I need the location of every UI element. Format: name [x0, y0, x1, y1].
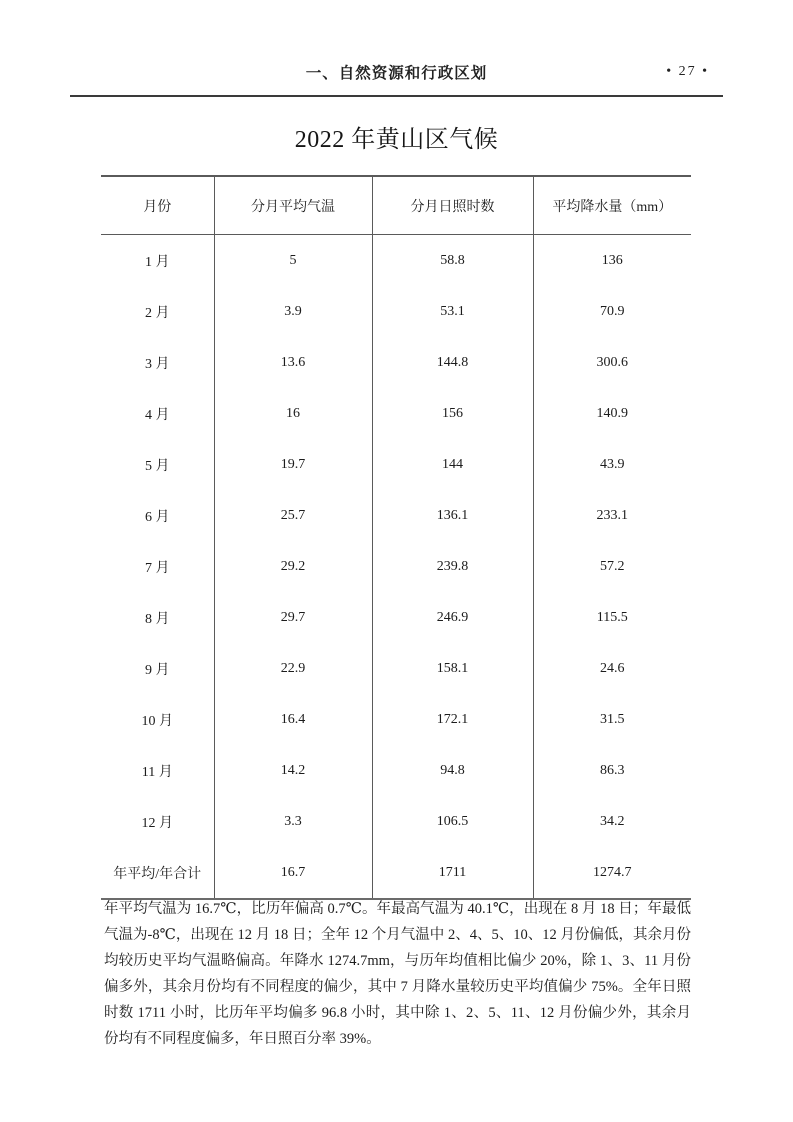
value-cell: 16 [214, 388, 372, 439]
value-cell: 58.8 [372, 235, 533, 287]
table-row [101, 388, 691, 439]
value-cell: 19.7 [214, 439, 372, 490]
month-cell: 8 月 [145, 611, 170, 627]
column-header-month: 月份 [101, 176, 214, 235]
value-cell: 16.4 [214, 694, 372, 745]
value-cell: 1711 [372, 847, 533, 899]
value-cell: 25.7 [214, 490, 372, 541]
value-cell: 239.8 [372, 541, 533, 592]
column-header-sunshine-hours: 分月日照时数 [372, 176, 533, 235]
value-cell: 158.1 [372, 643, 533, 694]
value-cell: 24.6 [533, 643, 691, 694]
section-title: 一、自然资源和行政区划 [305, 65, 488, 82]
value-cell: 13.6 [214, 337, 372, 388]
column-header-avg-temp: 分月平均气温 [214, 176, 372, 235]
value-cell: 1274.7 [533, 847, 691, 899]
value-cell: 86.3 [533, 745, 691, 796]
value-cell: 5 [214, 235, 372, 287]
value-cell: 246.9 [372, 592, 533, 643]
value-cell: 136.1 [372, 490, 533, 541]
value-cell: 34.2 [533, 796, 691, 847]
climate-table [101, 175, 691, 900]
month-cell: 5 月 [145, 458, 170, 474]
value-cell: 106.5 [372, 796, 533, 847]
value-cell: 94.8 [372, 745, 533, 796]
value-cell: 57.2 [533, 541, 691, 592]
value-cell: 22.9 [214, 643, 372, 694]
page-title: 2022 年黄山区气候 [294, 127, 499, 153]
table-header-row [101, 176, 691, 235]
month-cell: 4 月 [145, 407, 170, 423]
table-row [101, 439, 691, 490]
table-row [101, 694, 691, 745]
table-row [101, 745, 691, 796]
table-row [101, 643, 691, 694]
table-row [101, 541, 691, 592]
month-cell: 2 月 [145, 305, 170, 321]
value-cell: 144.8 [372, 337, 533, 388]
value-cell: 14.2 [214, 745, 372, 796]
column-header-precipitation: 平均降水量（mm） [533, 176, 691, 235]
value-cell: 136 [533, 235, 691, 287]
table-row [101, 490, 691, 541]
running-header [70, 58, 723, 97]
month-cell: 年平均/年合计 [101, 847, 214, 899]
value-cell: 300.6 [533, 337, 691, 388]
table-row [101, 796, 691, 847]
value-cell: 233.1 [533, 490, 691, 541]
value-cell: 3.3 [214, 796, 372, 847]
table-row [101, 592, 691, 643]
month-cell: 12 月 [141, 815, 173, 831]
month-cell: 1 月 [145, 254, 170, 270]
value-cell: 29.2 [214, 541, 372, 592]
table-row [101, 286, 691, 337]
table-row [101, 337, 691, 388]
table-row [101, 847, 691, 899]
climate-summary-paragraph: 年平均气温为 16.7℃，比历年偏高 0.7℃。年最高气温为 40.1℃，出现在 8 月 18 日；年最低气温为-8℃，出现在 12 月 18 日；全年 12 个月气温中 2、4、5、10、12 月份偏低，其余月份均较历史平均气温略偏高。年降水 1274.7mm，与历年均值相比偏少 20%，除 1、3、11 月份偏多外，其余月份均有不同程度的偏少，其中 7 月降水量较历史平均值偏少 75%。全年日照时数 1711 小时，比历年平均偏多 96.8 小时，其中除 1、2、5、11、12 月份偏少外，其余月份均有不同程度偏多，年日照百分率 39%。 [104, 900, 691, 1047]
value-cell: 172.1 [372, 694, 533, 745]
value-cell: 29.7 [214, 592, 372, 643]
month-cell: 10 月 [141, 713, 173, 729]
table-body [101, 235, 691, 900]
value-cell: 140.9 [533, 388, 691, 439]
table-row [101, 235, 691, 287]
month-cell: 7 月 [145, 560, 170, 576]
value-cell: 16.7 [214, 847, 372, 899]
month-cell: 11 月 [141, 764, 173, 780]
month-cell: 3 月 [145, 356, 170, 372]
value-cell: 115.5 [533, 592, 691, 643]
value-cell: 144 [372, 439, 533, 490]
value-cell: 53.1 [372, 286, 533, 337]
value-cell: 43.9 [533, 439, 691, 490]
value-cell: 31.5 [533, 694, 691, 745]
value-cell: 156 [372, 388, 533, 439]
month-cell: 6 月 [145, 509, 170, 525]
value-cell: 3.9 [214, 286, 372, 337]
page-number: • 27 • [666, 64, 709, 79]
month-cell: 9 月 [145, 662, 170, 678]
table-header [101, 176, 691, 235]
value-cell: 70.9 [533, 286, 691, 337]
